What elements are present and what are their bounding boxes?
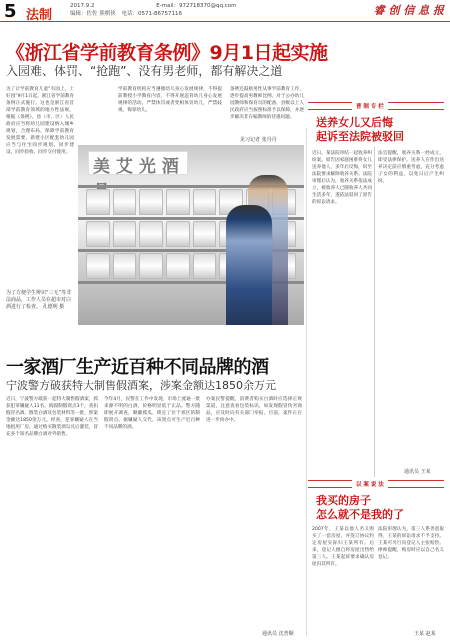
news-photo [78,145,304,325]
column-divider [374,147,375,477]
lead-column-1: 为了让学前教育儿童“有园上、上好园”9月1日起，浙江省学前教育条例正式施行。这也是浙江省首部学前教育领域的地方性法规。根据《条例》，县（市、区）人民政府应当将幼儿园建设纳入城乡规划，合理布局，保障学前教育发展需要。新建小区配套幼儿园应当与住宅同步规划、同步建设、同步验收、同步交付使用。 [6,87,74,155]
lead-headline: 《浙江省学前教育条例》9月1日起实施 [6,42,328,64]
officer-figure [226,205,272,325]
header-meta [70,2,236,18]
column-kicker-bar [308,102,444,110]
story4-headline-1: 我买的房子 [316,494,371,507]
story4-headline-2: 怎么就不是我的了 [316,508,404,521]
column-kicker-bar [308,480,444,488]
story3-headline-2: 起诉至法院被驳回 [316,130,404,143]
page-number: 5 [4,1,17,22]
photo-sign: 美 艾 光 酒 [88,151,188,175]
story2-author: 通讯员 沈普顺 [262,631,294,637]
story4-column-2: 法院审理认为，第三人系善意取得，王某的诉讼请求不予支持。王某可另行向登记人主张赔偿。律师提醒，购房时应以自己名义登记。 [378,527,444,560]
story3-column-2: 法官提醒，收养关系一经成立，即受法律保护。送养人在作出送养决定前应慎重考虑，充分考虑子女的利益，以免日后产生纠纷。 [378,151,444,184]
story2-subhead: 宁波警方破获特大制售假酒案，涉案金额达1850余万元 [6,379,276,392]
header-date: 2017.9.2 [70,3,95,9]
story3-headline-1: 送养女儿又后悔 [316,116,393,129]
story4-kicker: 以 案 说 法 [352,480,388,488]
header-editor: 编辑：佐佐 熊棋侠 [70,11,116,17]
masthead-logo: 睿 创 信 息 报 [373,4,444,17]
story3-kicker: 普 制 专 栏 [352,102,388,110]
column-divider [306,128,307,636]
story3-column-1: 近日，某法院审结一起收养纠纷案。原告因家庭困难将女儿送养他人，多年后反悔，诉至法院要求解除收养关系。法院审理后认为，收养关系依法成立，被收养人已随收养人共同生活多年，遂依法驳回了原告的诉讼请求。 [312,151,372,205]
page-header [0,0,450,22]
story2-column-1: 近日，宁波警方破获一起特大制售假酒案，抓获犯罪嫌疑人11名，捣毁制假窝点3个，查扣假冒名酒、散装白酒及包装材料等一批，涉案金额达1850余万元。经查，犯罪嫌疑人在当地租用厂房，通过购买散装酒勾兑后灌装，冒充多个知名品牌白酒对外销售。 [6,397,98,437]
story3-author: 通讯员 王某 [404,469,431,475]
section-title: 法制 [26,8,53,23]
header-phone: 电话：0571-86757116 [121,11,182,17]
story2-column-2: 今年4月，民警在工作中发现，市场上流通一批来源不明的白酒，价格明显低于正品。警方随即展开调查，顺藤摸瓜，锁定了位于郊区的制假窝点。据嫌疑人交代，该窝点可生产近百种不同品牌的酒。 [104,397,200,430]
lead-subhead: 入园难、体罚、“抢跑”、没有男老师，都有解决之道 [6,64,283,78]
lead-column-2: 学前教育机构应当遵循幼儿身心发展规律，不得提前教授小学教育内容，不得开展违背幼儿身心发展规律的活动。严禁体罚或者变相体罚幼儿，严禁歧视、侮辱幼儿。 [118,87,222,113]
lead-column-3: 条例还鼓励男性从事学前教育工作，逐步提高男教师比例。对于公办幼儿园教师和保育员的配备，县级以上人民政府应当按照标准予以保障，并逐步解决非在编教师的待遇问题。 [230,87,304,120]
story2-headline: 一家酒厂生产近百种不同品牌的酒 [6,357,269,378]
lead-author: 见习记者 张丹丹 [240,137,277,143]
story2-column-3: 办案民警提醒，消费者购买白酒时应选择正规渠道，注意查看包装标识，如发现假冒伪劣商品，应及时向有关部门举报。目前，案件正在进一步侦办中。 [206,397,302,423]
story4-author: 王某 赵某 [414,631,436,637]
header-email: E-mail：972718370@qq.com [156,3,237,9]
photo-caption: 为了方便学生辨识“三无”等非法商品，工作人员在超市对白酒进行了检查。 孔德明 摄 [6,290,72,310]
story4-column-1: 2007年，王某以他人名义购买了一套房屋，并签订协议约定房屋实际归王某所有。后来，登记人擅自将房屋出售给第三人。王某起诉要求确认房屋归其所有。 [312,527,374,567]
